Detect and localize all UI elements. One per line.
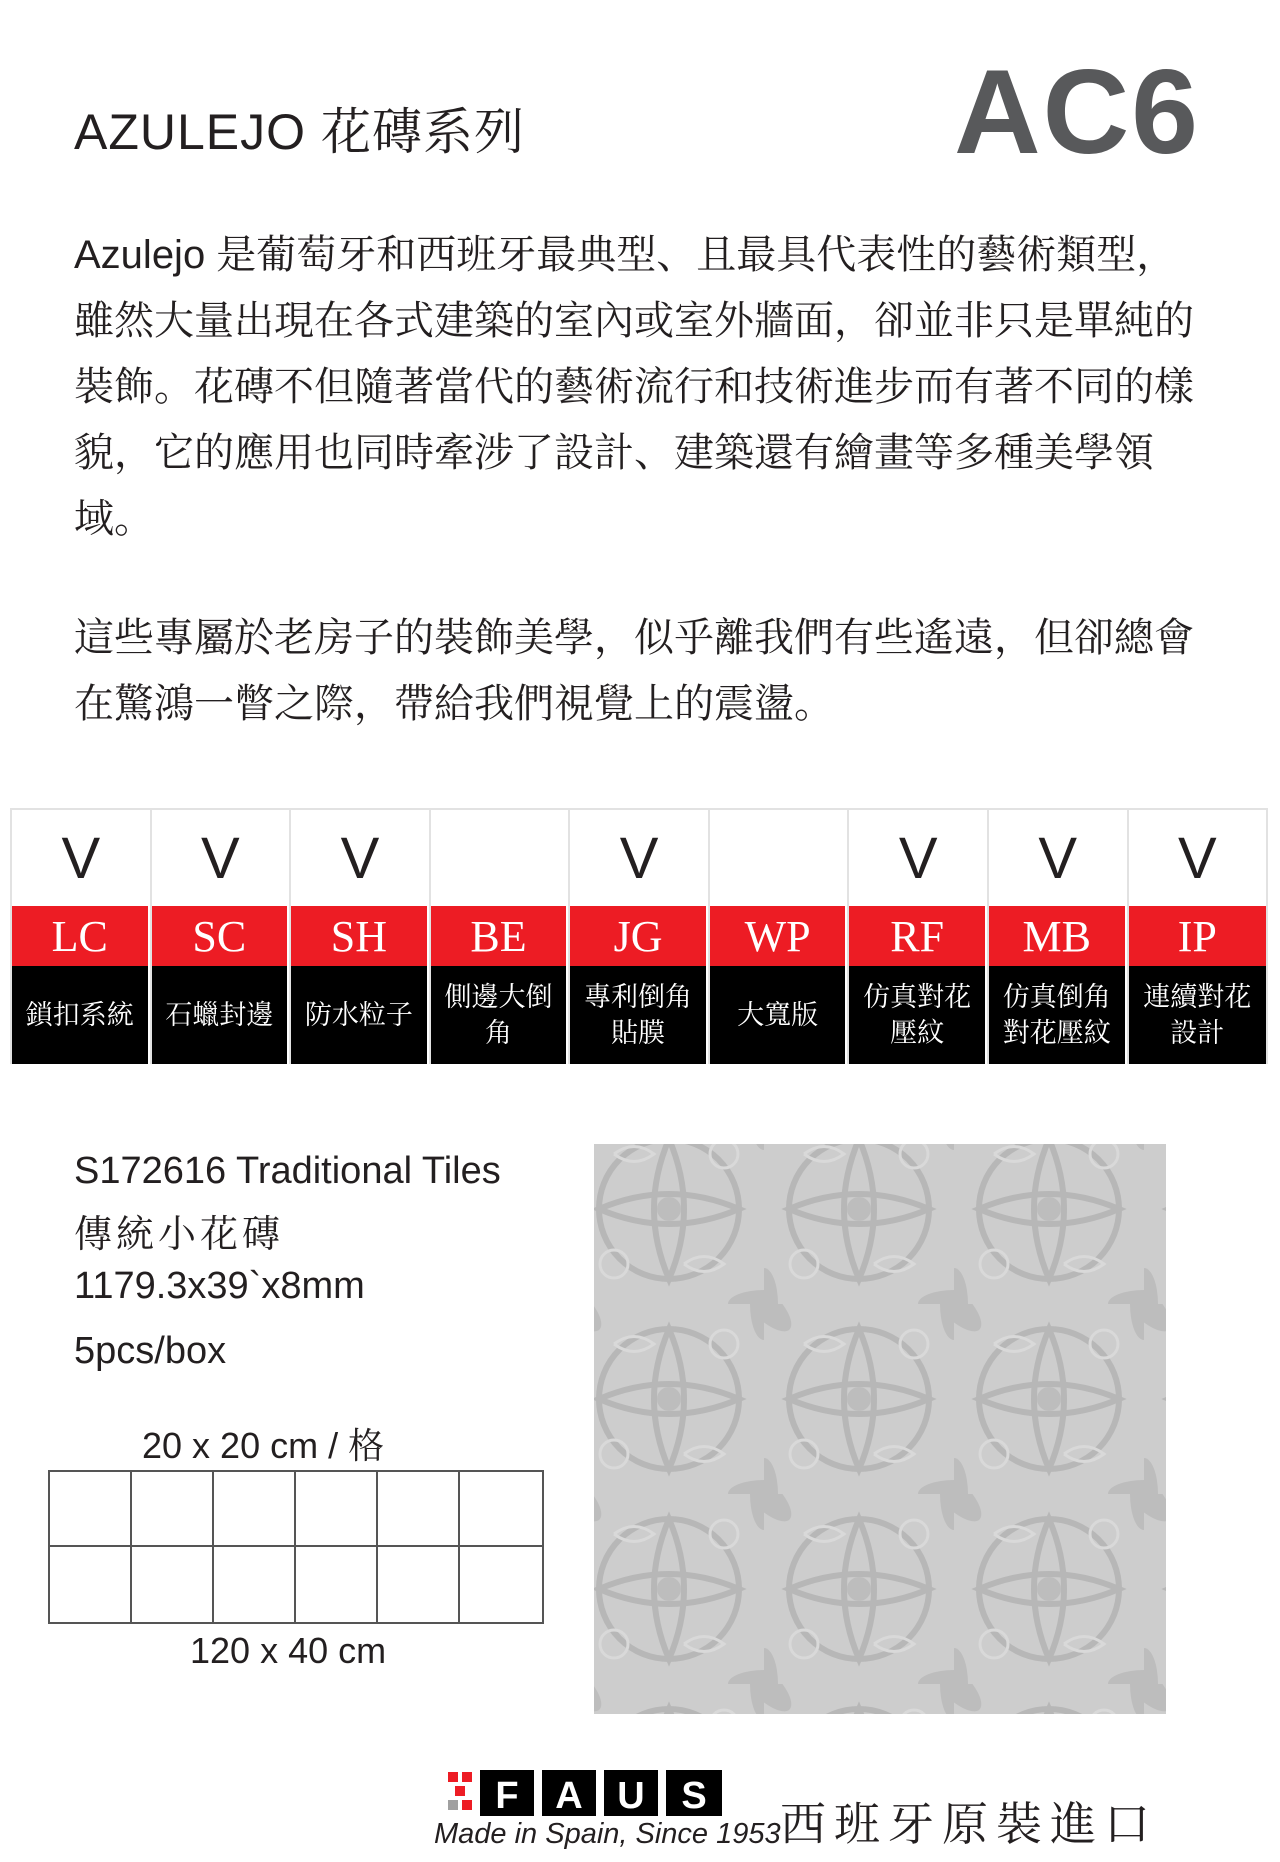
feature-label: 側邊大倒角 — [431, 966, 569, 1064]
grid-cell — [296, 1547, 378, 1622]
feature-code: RF — [849, 906, 987, 966]
grid-cell — [214, 1472, 296, 1547]
feature-check: V — [1038, 825, 1078, 891]
feature-be — [431, 810, 571, 1064]
product-name-zh: 傳統小花磚 — [74, 1212, 285, 1256]
feature-label: 防水粒子 — [291, 966, 429, 1064]
brand-letter: S — [681, 1775, 707, 1817]
feature-check — [431, 810, 569, 906]
intro-paragraph-1: Azulejo 是葡萄牙和西班牙最典型、且最具代表性的藝術類型，雖然大量出現在各式建築的室內或室外牆面，卻並非只是單純的裝飾。花磚不但隨著當代的藝術流行和技術進步而有著不同的樣貌，它的應用也同時牽涉了設計、建築還有繪畫等多種美學領域。 — [74, 233, 1194, 541]
feature-sc — [152, 810, 292, 1064]
feature-code: JG — [570, 906, 708, 966]
feature-code: SH — [291, 906, 429, 966]
feature-check: V — [1177, 825, 1217, 891]
feature-check: V — [340, 825, 380, 891]
tile-grid-diagram — [48, 1470, 544, 1624]
feature-code: SC — [152, 906, 290, 966]
feature-check: V — [201, 825, 240, 891]
product-packing: 5pcs/box — [74, 1330, 227, 1372]
feature-lc — [12, 810, 152, 1064]
product-size: 1179.3x39`x8mm — [74, 1265, 365, 1307]
grid-cell — [132, 1547, 214, 1622]
feature-code: BE — [431, 906, 569, 966]
grid-cell — [460, 1547, 542, 1622]
feature-label: 大寬版 — [710, 966, 848, 1064]
grid-cell — [378, 1547, 460, 1622]
feature-check: V — [61, 825, 101, 891]
feature-jg — [570, 810, 710, 1064]
feature-code: IP — [1129, 906, 1267, 966]
grid-cell — [460, 1472, 542, 1547]
grid-cell-label: 20 x 20 cm / 格 — [142, 1425, 385, 1466]
brand-letter: U — [617, 1775, 645, 1817]
feature-rf — [849, 810, 989, 1064]
grid-cell — [378, 1472, 460, 1547]
feature-label: 仿真倒角對花壓紋 — [989, 966, 1127, 1064]
feature-label: 鎖扣系統 — [12, 966, 150, 1064]
feature-check: V — [898, 825, 938, 891]
feature-code: MB — [989, 906, 1127, 966]
feature-table — [10, 808, 1268, 1064]
product-code: AC6 — [953, 45, 1200, 179]
tile-sample-image — [594, 1144, 1166, 1714]
intro-paragraph-2: 這些專屬於老房子的裝飾美學，似乎離我們有些遙遠，但卻總會在驚鴻一瞥之際，帶給我們視覺上的震盪。 — [74, 616, 1194, 726]
faus-logo — [446, 1768, 726, 1818]
feature-sh — [291, 810, 431, 1064]
feature-check — [710, 810, 848, 906]
feature-ip — [1129, 810, 1267, 1064]
grid-cell — [296, 1472, 378, 1547]
feature-code: LC — [12, 906, 150, 966]
product-name: S172616 Traditional Tiles — [74, 1150, 501, 1192]
feature-mb — [989, 810, 1129, 1064]
feature-label: 石蠟封邊 — [152, 966, 290, 1064]
grid-cell — [50, 1472, 132, 1547]
grid-dimension: 120 x 40 cm — [190, 1630, 387, 1671]
grid-cell — [214, 1547, 296, 1622]
feature-wp — [710, 810, 850, 1064]
brand-letter: F — [495, 1775, 519, 1817]
import-note: 西班牙原裝進口 — [780, 1797, 1158, 1851]
brand-tagline: Made in Spain, Since 1953 — [434, 1818, 781, 1850]
feature-code: WP — [710, 906, 848, 966]
grid-cell — [132, 1472, 214, 1547]
feature-label: 仿真對花壓紋 — [849, 966, 987, 1064]
series-title: AZULEJO 花磚系列 — [74, 104, 525, 160]
feature-label: 專利倒角貼膜 — [570, 966, 708, 1064]
feature-check: V — [619, 825, 659, 891]
brand-letter: A — [555, 1775, 583, 1817]
grid-cell — [50, 1547, 132, 1622]
feature-label: 連續對花設計 — [1129, 966, 1267, 1064]
